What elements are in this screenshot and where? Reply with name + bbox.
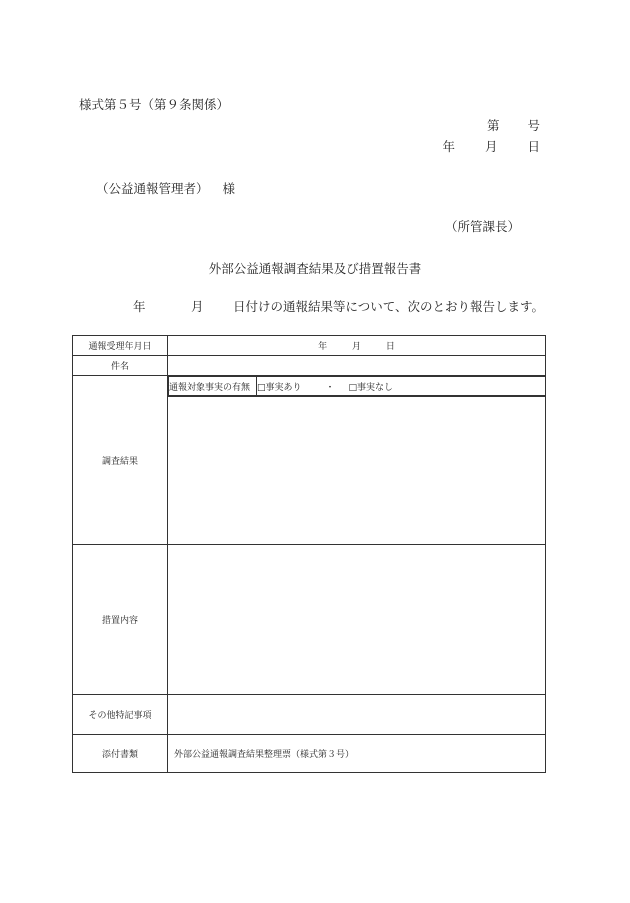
- investigation-result-field[interactable]: [168, 397, 546, 545]
- received-day: 日: [385, 342, 395, 352]
- date-month: 月: [484, 139, 498, 154]
- form-number: 様式第５号（第９条関係）: [79, 97, 230, 112]
- fact-yes-checkbox[interactable]: □事実あり: [257, 382, 302, 393]
- addressee-honorific: 様: [222, 181, 236, 196]
- intro-month: 月: [191, 299, 204, 314]
- number-suffix: 号: [527, 118, 540, 133]
- received-month: 月: [351, 342, 361, 352]
- addressee-name: （公益通報管理者）: [96, 181, 209, 196]
- subject-label: 件名: [73, 356, 168, 376]
- measures-field[interactable]: [168, 545, 546, 695]
- intro-sentence: [133, 297, 544, 315]
- received-date-field[interactable]: [168, 336, 546, 356]
- received-date-label: 通報受理年月日: [73, 336, 168, 356]
- fact-existence-row: [168, 376, 545, 396]
- fact-no-checkbox[interactable]: □事実なし: [348, 382, 394, 393]
- number-prefix: 第: [486, 118, 500, 133]
- table-row-other: [73, 695, 546, 735]
- table-row-received: [73, 336, 546, 356]
- other-notes-field[interactable]: [168, 695, 546, 735]
- subject-field[interactable]: [168, 356, 546, 376]
- document-number: [487, 116, 540, 134]
- option-separator: ・: [325, 382, 335, 393]
- table-row-attachment: [73, 735, 546, 773]
- table-row-investigation-fact: [73, 376, 546, 397]
- fact-existence-cell: [168, 376, 546, 397]
- document-title: 外部公益通報調査結果及び措置報告書: [208, 261, 422, 276]
- table-row-subject: [73, 356, 546, 376]
- fact-existence-label: 通報対象事実の有無: [169, 377, 257, 396]
- date-year: 年: [442, 139, 455, 154]
- table-row-measures: [73, 545, 546, 695]
- attachment-value: 外部公益通報調査結果整理票（様式第３号）: [168, 735, 546, 773]
- date-day: 日: [527, 139, 540, 154]
- received-year: 年: [318, 342, 328, 352]
- other-notes-label: その他特記事項: [73, 695, 168, 735]
- fact-options: [257, 377, 546, 396]
- measures-label: 措置内容: [73, 545, 168, 695]
- addressee: [96, 179, 235, 197]
- investigation-label: 調査結果: [73, 376, 168, 545]
- report-table: [72, 335, 546, 773]
- attachment-label: 添付書類: [73, 735, 168, 773]
- sender: （所管課長）: [444, 219, 520, 234]
- intro-year: 年: [133, 299, 146, 314]
- document-date: [442, 137, 540, 155]
- intro-text: 日付けの通報結果等について、次のとおり報告します。: [233, 299, 545, 314]
